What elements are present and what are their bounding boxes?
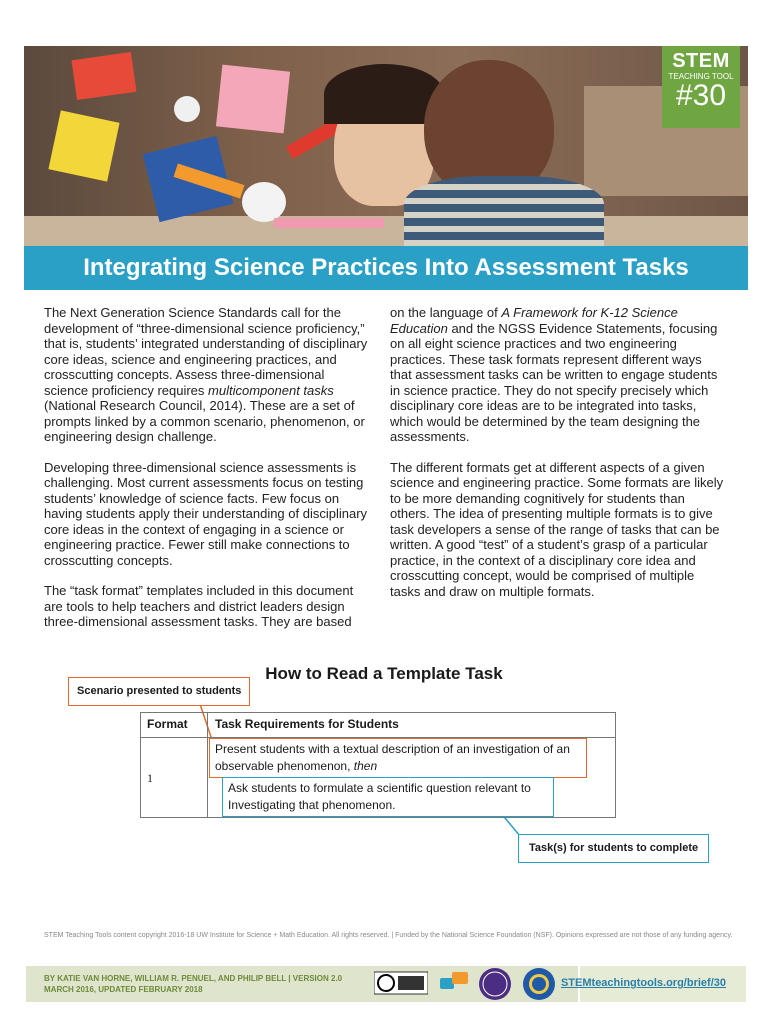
badge-teaching-tool-label: TEACHING TOOL (668, 72, 734, 81)
format-number-cell: 1 (147, 771, 153, 785)
scenario-requirement (209, 738, 587, 778)
footer-bar (26, 966, 744, 1002)
requirement-text: Present students with a textual description of an investigation of an observable phenomenon, (215, 742, 570, 773)
page-title: Integrating Science Practices Into Assessment Tasks (24, 246, 748, 290)
byline-authors: BY KATIE VAN HORNE, WILLIAM R. PENUEL, AND PHILIP BELL | VERSION 2.0 (44, 974, 343, 983)
paragraph-emphasis: A Framework for K-12 Science Education (390, 305, 678, 336)
task-requirement: Ask students to formulate a scientific question relevant to Investigating that phenomenon. (222, 777, 554, 817)
nsf-logo (522, 967, 556, 1001)
paragraph: Developing three-dimensional science assessments is challenging. Most current assessments focus on testing students’ knowledge of science facts. Few focus on having students apply their understanding of disciplinary core ideas in the context of engaging in a science or engineering practice. Fewer still make connections to crosscutting concepts. (44, 459, 368, 568)
requirement-emphasis: then (353, 759, 378, 773)
table-column-divider (207, 713, 208, 817)
paragraph-text: The Next Generation Science Standards call for the development of “three-dimensional science proficiency,” that is, students’ integrated understanding of disciplinary core ideas, science and engineering practices, and crosscutting concepts. Assess three-dimensional science proficiency requires (44, 305, 368, 398)
paragraph: The different formats get at different aspects of a given science and engineering practice. Some formats are likely to be more demanding cognitively for students than others. The idea of presenting multiple formats is to give task developers a sense of the range of tasks that can be written. A good “test” of a student’s grasp of a particular practice, in the context of a disciplinary core idea and crosscutting concept, would be comprised of multiple tasks and draw on multiple formats. (390, 459, 724, 599)
tasks-label: Task(s) for students to complete (518, 834, 709, 863)
copyright-notice: STEM Teaching Tools content copyright 2016-18 UW Institute for Science + Math Education. All rights reserved. | Funded by the National Science Foundation (NSF). Opinions expressed are not those of any funding agency. (44, 932, 733, 939)
byline (44, 973, 342, 995)
website-box (560, 966, 746, 1002)
badge-stem-label: STEM (672, 50, 730, 72)
byline-date: MARCH 2016, UPDATED FEBRUARY 2018 (44, 985, 203, 994)
institute-seal-logo (478, 967, 512, 1001)
section-heading: How to Read a Template Task (265, 664, 503, 683)
badge-number: #30 (675, 79, 727, 112)
column-header-format: Format (147, 717, 188, 731)
paragraph-text: (National Research Council, 2014). These are a set of prompts linked by a common scenario, phenomenon, or engineering design challenge. (44, 398, 365, 444)
paragraph-text: and the NGSS Evidence Statements, focusing on all eight science practices and two engineering practices. These task formats represent different ways that assessment tasks can be written to engage students in science practice. They do not specify precisely which disciplinary core ideas are to be integrated into tasks, which would be determined by the team designing the assessments. (390, 320, 718, 444)
paragraph-text: on the language of (390, 305, 502, 320)
column-header-requirements: Task Requirements for Students (215, 717, 399, 731)
paragraph: The “task format” templates included in this document are tools to help teachers and district leaders design three-dimensional assessment tasks. They are based (44, 583, 354, 629)
scenario-label: Scenario presented to students (68, 677, 250, 706)
chat-bubbles-icon (438, 970, 472, 998)
paragraph-emphasis: multicomponent tasks (208, 382, 334, 398)
website-link[interactable]: STEMteachingtools.org/brief/30 (560, 977, 726, 989)
creative-commons-logo (374, 970, 428, 998)
